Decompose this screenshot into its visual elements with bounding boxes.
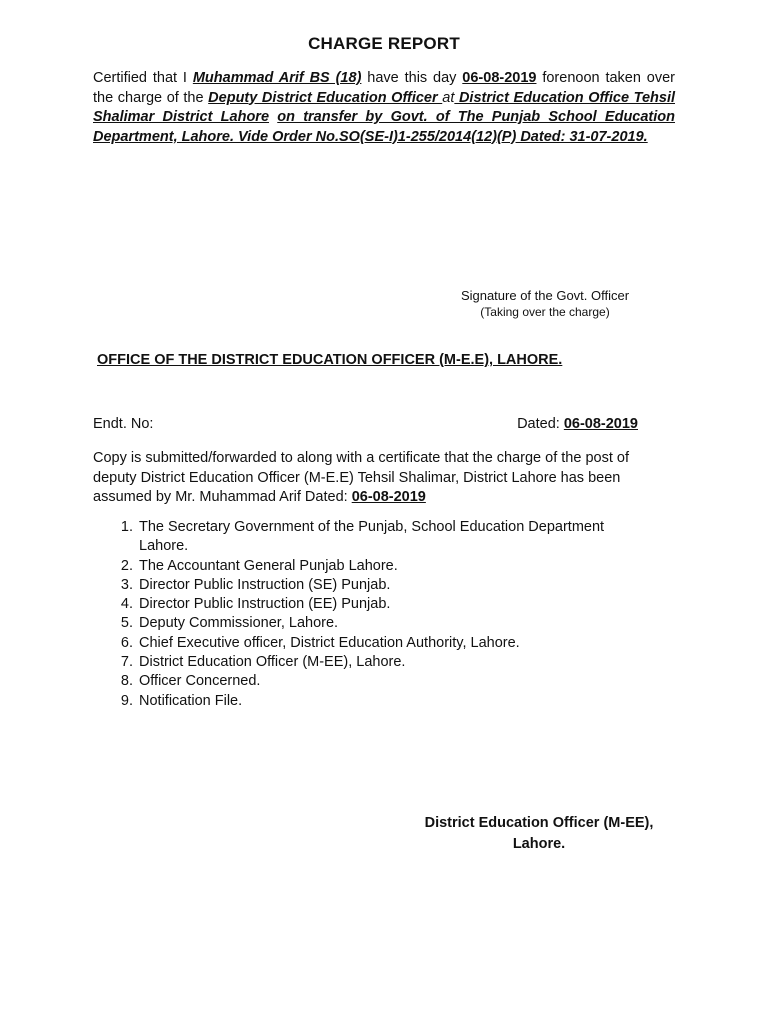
distribution-list — [93, 518, 653, 711]
list-text: The Secretary Government of the Punjab, School Education Department Lahore. — [139, 519, 605, 555]
issuing-officer-block — [398, 813, 680, 855]
list-item — [93, 653, 653, 672]
office-location: District Education Office Tehsil Shalimar District Lahore — [93, 89, 675, 125]
copy-date: 06-08-2019 — [351, 489, 426, 505]
endorsement-date — [517, 416, 638, 432]
post-title: Deputy District Education Officer — [208, 89, 443, 106]
list-item — [93, 614, 653, 633]
list-number: 6. — [120, 634, 133, 651]
document-title: CHARGE REPORT — [308, 34, 460, 53]
list-number: 2. — [120, 557, 133, 574]
copy-paragraph — [93, 449, 675, 508]
certificate-text-2: have this day — [361, 70, 463, 86]
list-item — [93, 595, 653, 614]
certificate-text-3: forenoon taken over the charge of the — [93, 70, 676, 106]
list-item — [93, 692, 653, 711]
list-number: 1. — [120, 519, 133, 535]
list-text: Chief Executive officer, District Education Authority, Lahore. — [139, 634, 520, 651]
office-heading: OFFICE OF THE DISTRICT EDUCATION OFFICER (M-E.E), LAHORE. — [97, 352, 563, 368]
certificate-paragraph — [93, 69, 675, 147]
certificate-text-4: at — [442, 89, 455, 106]
list-text: The Accountant General Punjab Lahore. — [139, 557, 398, 574]
endorsement-date-value: 06-08-2019 — [563, 416, 638, 432]
signature-sublabel: (Taking over the charge) — [480, 305, 610, 319]
endorsement-date-label: Dated: — [517, 416, 564, 432]
issuing-officer-location: Lahore. — [512, 836, 566, 852]
certificate-text-1: Certified that I — [93, 70, 193, 86]
list-number: 8. — [120, 673, 133, 690]
list-item — [93, 672, 653, 691]
list-number: 7. — [120, 654, 133, 671]
list-number: 9. — [120, 692, 133, 709]
copy-text: Copy is submitted/forwarded to along with a certificate that the charge of the post of deputy District Education Officer (M-E.E) Tehsil Shalimar, District Lahore has been assumed by Mr. Muhammad Arif Dated: — [93, 450, 629, 505]
list-text: Officer Concerned. — [139, 673, 261, 690]
list-text: District Education Officer (M-EE), Lahore. — [139, 654, 406, 671]
issuing-officer-title: District Education Officer (M-EE), — [424, 815, 654, 831]
charge-date: 06-08-2019 — [462, 70, 537, 86]
list-item — [93, 576, 653, 595]
endorsement-number-label: Endt. No: — [93, 416, 154, 432]
list-number: 3. — [120, 576, 133, 593]
list-text: Director Public Instruction (EE) Punjab. — [139, 596, 391, 613]
signature-block — [400, 287, 690, 321]
list-text: Deputy Commissioner, Lahore. — [139, 615, 339, 632]
endorsement-row — [93, 416, 638, 432]
list-text: Notification File. — [139, 692, 243, 709]
transfer-order: on transfer by Govt. of The Punjab School Education Department, Lahore. Vide Order No.SO(SE-I)1-255/2014(12)(P) Dated: 31-07-2019. — [93, 109, 675, 145]
list-number: 5. — [120, 615, 133, 632]
signature-label: Signature of the Govt. Officer — [460, 288, 630, 303]
list-item — [93, 518, 653, 557]
list-text: Director Public Instruction (SE) Punjab. — [139, 576, 391, 593]
certificate-text-5 — [269, 109, 277, 125]
list-item — [93, 634, 653, 653]
officer-name: Muhammad Arif BS (18) — [192, 70, 362, 86]
list-item — [93, 557, 653, 576]
list-number: 4. — [120, 596, 133, 613]
